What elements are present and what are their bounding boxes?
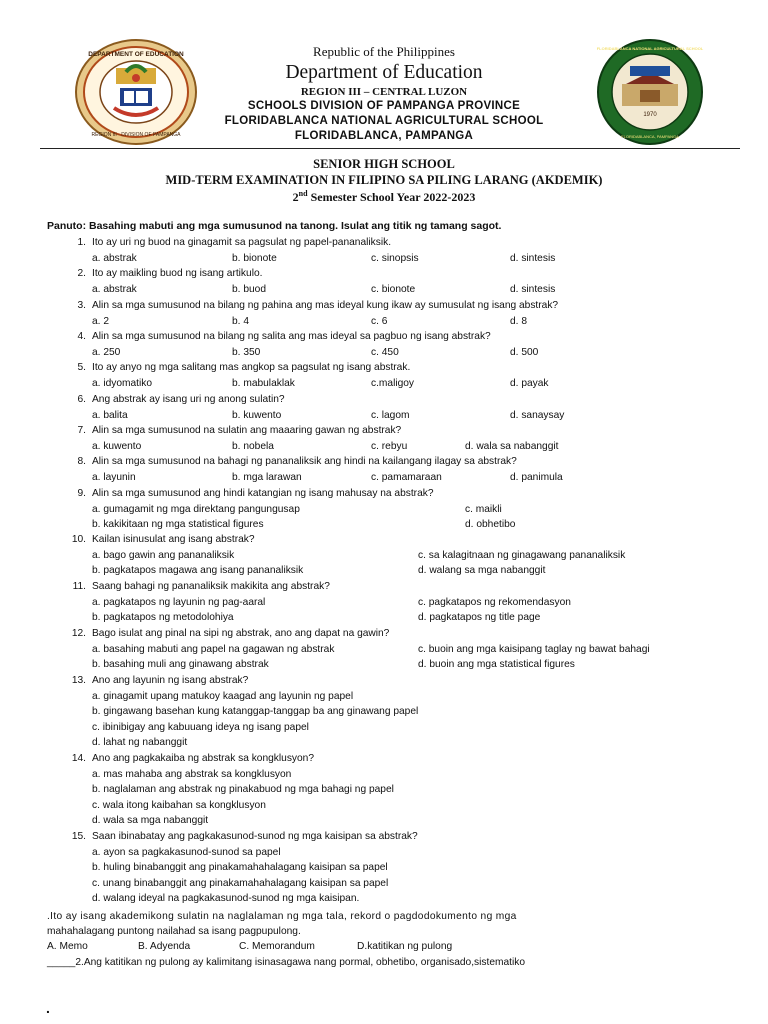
answer-option: b. bionote — [232, 252, 277, 264]
header-republic: Republic of the Philippines — [313, 44, 455, 59]
answer-option: c. pagkatapos ng rekomendasyon — [418, 596, 571, 608]
question-text: Ito ay maikling buod ng isang artikulo. — [92, 268, 263, 279]
seal-year: 1970 — [643, 112, 657, 118]
answer-option: b. 4 — [232, 315, 249, 327]
extra-option-b: B. Adyenda — [138, 941, 191, 952]
answer-option: d. walang sa mga nabanggit — [418, 565, 546, 577]
answer-option: b. kuwento — [232, 409, 282, 421]
answer-option: d. lahat ng nabanggit — [92, 737, 188, 749]
question-number: 2. — [77, 268, 86, 279]
question-text: Alin sa mga sumusunod na bilang ng pahina ang mas ideyal kung ikaw ay sumusulat ng isang abstrak? — [92, 300, 559, 311]
answer-option: c. bionote — [371, 283, 416, 295]
question-text: Ano ang layunin ng isang abstrak? — [92, 675, 249, 686]
answer-option: d. sintesis — [510, 283, 556, 295]
question-text: Kailan isinusulat ang isang abstrak? — [92, 534, 255, 545]
semester-suffix: nd — [298, 189, 308, 198]
answer-option: b. nobela — [232, 440, 274, 452]
extra-option-a: A. Memo — [47, 941, 88, 952]
answer-option: b. buod — [232, 283, 266, 295]
answer-option: b. huling binabanggit ang pinakamahahalagang kaisipan sa papel — [92, 862, 388, 874]
question-text: Alin sa mga sumusunod na bahagi ng pananaliksik ang hindi na kailangang ilagay sa abstrak? — [92, 456, 517, 467]
answer-option: a. abstrak — [92, 252, 137, 264]
extra-question-line1: .Ito ay isang akademikong sulatin na naglalaman ng mga tala, rekord o pagdodokumento ng mga — [47, 911, 517, 922]
question-text: Ano ang pagkakaiba ng abstrak sa kongklusyon? — [92, 753, 315, 764]
question-number: 6. — [77, 394, 86, 405]
answer-option: a. basahing mabuti ang papel na gagawan ng abstrak — [92, 643, 335, 655]
extra-question-line2: mahahalagang puntong nailahad sa isang pagpupulong. — [47, 926, 301, 937]
school-seal-lettering: FLORIDABLANCA NATIONAL AGRICULTURAL SCHOOL — [596, 46, 704, 51]
question-number: 9. — [77, 488, 86, 499]
question-text: Bago isulat ang pinal na sipi ng abstrak, ano ang dapat na gawin? — [92, 628, 390, 639]
extra-option-d: D.katitikan ng pulong — [357, 941, 453, 952]
answer-option: c.maligoy — [371, 377, 415, 389]
question-number: 5. — [77, 362, 86, 373]
answer-option: c. sinopsis — [371, 252, 419, 264]
answer-option: c. rebyu — [371, 440, 408, 452]
answer-option: a. balita — [92, 409, 128, 421]
school-seal-sub-lettering: FLORIDABLANCA, PAMPANGA — [621, 134, 679, 139]
seal-sub-lettering: REGION III · DIVISION OF PAMPANGA — [91, 132, 181, 138]
question-number: 15. — [71, 831, 86, 842]
answer-option: b. 350 — [232, 346, 261, 358]
question-text: Saan ibinabatay ang pagkakasunod-sunod ng mga kaisipan sa abstrak? — [92, 831, 418, 842]
answer-option: a. gumagamit ng mga direktang pangungusap — [92, 503, 300, 515]
question-text: Ito ay anyo ng mga salitang mas angkop sa pagsulat ng isang abstrak. — [92, 362, 411, 373]
answer-option: d. 500 — [510, 346, 539, 358]
answer-option: c. pamamaraan — [371, 471, 442, 483]
question-text: Alin sa mga sumusunod na bilang ng salita ang mas ideyal sa pagbuo ng isang abstrak? — [92, 331, 491, 342]
seal-lettering: DEPARTMENT OF EDUCATION — [88, 51, 184, 58]
semester-number: 2 — [292, 190, 299, 204]
question-number: 8. — [77, 456, 86, 467]
answer-option: d. pagkatapos ng title page — [418, 612, 541, 624]
answer-option: a. bago gawin ang pananaliksik — [92, 549, 235, 561]
answer-option: d. 8 — [510, 315, 527, 327]
answer-option: c. ibinibigay ang kabuuang ideya ng isang papel — [92, 721, 309, 733]
answer-option: d. obhetibo — [465, 519, 516, 531]
answer-option: b. pagkatapos ng metodolohiya — [92, 612, 234, 624]
answer-option: d. payak — [510, 377, 549, 389]
answer-option: a. idyomatiko — [92, 377, 153, 389]
instructions: Panuto: Basahing mabuti ang mga sumusunod na tanong. Isulat ang titik ng tamang sagot. — [47, 220, 502, 232]
header-division: SCHOOLS DIVISION OF PAMPANGA PROVINCE — [247, 100, 521, 112]
answer-option: b. mabulaklak — [232, 377, 295, 389]
extra-option-c: C. Memorandum — [239, 941, 315, 952]
answer-option: a. ayon sa pagkakasunod-sunod sa papel — [92, 846, 281, 858]
answer-option: c. unang binabanggit ang pinakamahahalagang kaisipan sa papel — [92, 877, 389, 889]
answer-option: b. kakikitaan ng mga statistical figures — [92, 519, 264, 531]
answer-option: c. wala itong kaibahan sa kongklusyon — [92, 799, 266, 811]
question-number: 1. — [77, 237, 86, 248]
answer-option: b. pagkatapos magawa ang isang pananaliksik — [92, 565, 304, 577]
answer-option: b. gingawang basehan kung katanggap-tanggap ba ang ginawang papel — [92, 706, 419, 718]
header-department: Department of Education — [285, 62, 483, 83]
question-number: 14. — [71, 753, 86, 764]
answer-option: c. 6 — [371, 315, 388, 327]
answer-option: b. mga larawan — [232, 471, 302, 483]
question-number: 12. — [71, 628, 86, 639]
header-school: FLORIDABLANCA NATIONAL AGRICULTURAL SCHOOL — [224, 115, 544, 127]
answer-option: a. pagkatapos ng layunin ng pag-aaral — [92, 596, 266, 608]
answer-option: a. layunin — [92, 471, 136, 483]
answer-option: a. mas mahaba ang abstrak sa kongklusyon — [92, 768, 292, 780]
answer-option: c. lagom — [371, 409, 410, 421]
answer-option: c. sa kalagitnaan ng ginagawang pananaliksik — [418, 549, 626, 561]
exam-title: MID-TERM EXAMINATION IN FILIPINO SA PILING LARANG (AKDEMIK) — [165, 173, 603, 187]
question-number: 4. — [77, 331, 86, 342]
question-text: Ang abstrak ay isang uri ng anong sulatin? — [92, 394, 285, 405]
answer-option: a. 250 — [92, 346, 121, 358]
answer-option: d. panimula — [510, 471, 563, 483]
exam-semester — [0, 189, 768, 205]
stray-dot: . — [46, 1000, 50, 1016]
answer-option: b. basahing muli ang ginawang abstrak — [92, 659, 269, 671]
extra-question-2: _____2.Ang katitikan ng pulong ay kalimitang isinasagawa nang pormal, obhetibo, organisado,sistematiko — [47, 957, 525, 968]
answer-option: c. 450 — [371, 346, 399, 358]
question-text: Saang bahagi ng pananaliksik makikita ang abstrak? — [92, 581, 330, 592]
answer-option: a. kuwento — [92, 440, 142, 452]
answer-option: a. 2 — [92, 315, 109, 327]
question-number: 11. — [72, 581, 86, 592]
header-location: FLORIDABLANCA, PAMPANGA — [294, 130, 474, 142]
semester-text: Semester School Year 2022-2023 — [307, 190, 476, 204]
question-number: 10. — [71, 534, 86, 545]
answer-option: a. ginagamit upang matukoy kaagad ang layunin ng papel — [92, 690, 354, 702]
answer-option: d. wala sa mga nabanggit — [92, 815, 209, 827]
question-number: 7. — [77, 425, 86, 436]
header-divider — [40, 148, 740, 149]
answer-option: d. sanaysay — [510, 409, 565, 421]
question-number: 13. — [71, 675, 86, 686]
question-number: 3. — [77, 300, 86, 311]
exam-level: SENIOR HIGH SCHOOL — [313, 157, 455, 171]
question-text: Alin sa mga sumusunod ang hindi katangian ng isang mahusay na abstrak? — [92, 488, 434, 499]
answer-option: c. maikli — [465, 503, 502, 515]
answer-option: d. sintesis — [510, 252, 556, 264]
answer-option: c. buoin ang mga kaisipang taglay ng bawat bahagi — [418, 643, 650, 655]
answer-option: b. naglalaman ang abstrak ng pinakabuod ng mga bahagi ng papel — [92, 784, 394, 796]
question-text: Alin sa mga sumusunod na sulatin ang maaaring gawan ng abstrak? — [92, 425, 402, 436]
header-region: REGION III – CENTRAL LUZON — [300, 86, 468, 98]
answer-option: d. walang ideyal na pagkakasunod-sunod ng mga kaisipan. — [92, 893, 360, 905]
answer-option: a. abstrak — [92, 283, 137, 295]
answer-option: d. buoin ang mga statistical figures — [418, 659, 575, 671]
question-text: Ito ay uri ng buod na ginagamit sa pagsulat ng papel-pananaliksik. — [92, 237, 392, 248]
answer-option: d. wala sa nabanggit — [465, 440, 559, 452]
